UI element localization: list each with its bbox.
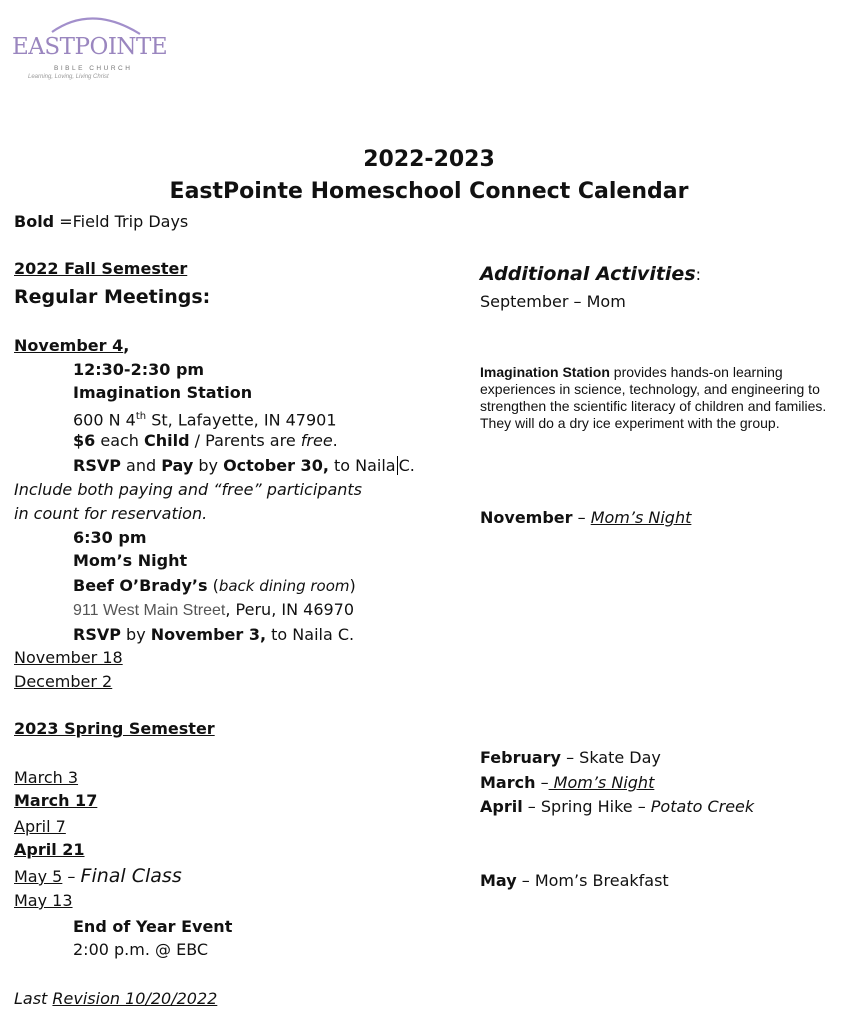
price-free: free <box>300 431 333 450</box>
may-event: – Mom’s Breakfast <box>516 871 669 890</box>
end-of-year-time: 2:00 p.m. @ EBC <box>73 940 209 959</box>
may-month: May <box>480 871 517 890</box>
imagination-station-description <box>480 364 850 432</box>
date-may5 <box>14 866 182 887</box>
revision-date: Revision 10/20/2022 <box>52 989 218 1008</box>
april-activity <box>480 797 754 817</box>
legend <box>14 212 188 232</box>
nov4-place: Imagination Station <box>73 383 253 402</box>
rsvp-deadline: November 3, <box>150 625 267 644</box>
apr-place: Potato Creek <box>650 797 755 816</box>
moms-night-time: 6:30 pm <box>73 528 147 547</box>
last-revision <box>14 989 217 1009</box>
document-year-title: 2022-2023 <box>363 147 495 172</box>
nov4-price <box>73 431 338 451</box>
nov4-rsvp <box>73 456 415 476</box>
mar-event: Mom’s Night <box>548 773 655 792</box>
nov4-time: 12:30-2:30 pm <box>73 360 205 379</box>
nov4-date-text: November 4 <box>14 336 124 355</box>
paren-open: ( <box>207 576 219 595</box>
price: $6 <box>73 431 96 450</box>
logo-tagline: Learning, Loving, Living Christ <box>28 74 109 80</box>
feb-month: February <box>480 748 561 767</box>
rsvp-and: and <box>120 456 162 475</box>
date-apr7: April 7 <box>14 817 66 836</box>
city-state: , Peru, IN 46970 <box>225 600 355 619</box>
date-apr21: April 21 <box>14 840 85 859</box>
moms-night-place <box>73 576 356 596</box>
address-superscript: th <box>135 411 147 422</box>
legend-text: =Field Trip Days <box>54 212 189 231</box>
apr-month: April <box>480 797 523 816</box>
november-activity <box>480 508 691 528</box>
paren-close: ) <box>349 576 356 595</box>
nov-dash: – <box>572 508 591 527</box>
fall-semester-heading: 2022 Fall Semester <box>14 259 188 278</box>
nov4-date <box>14 336 129 356</box>
nov-month: November <box>480 508 573 527</box>
regular-meetings-heading: Regular Meetings: <box>14 286 211 308</box>
may5-dash: – <box>62 867 81 886</box>
may5-date: May 5 <box>14 867 63 886</box>
additional-heading-colon: : <box>695 265 702 284</box>
moms-night-address <box>73 600 354 621</box>
may5-final-class: Final Class <box>80 865 182 887</box>
rsvp-to: to Naila <box>328 456 396 475</box>
address-rest: St, Lafayette, IN 47901 <box>146 410 337 430</box>
date-mar17: March 17 <box>14 791 98 810</box>
price-parents: / Parents are <box>189 431 301 450</box>
address-number: 600 N 4 <box>73 410 136 430</box>
rsvp-word: RSVP <box>73 625 121 644</box>
price-child: Child <box>144 431 190 450</box>
rsvp-by: by <box>120 625 151 644</box>
feb-event: – Skate Day <box>560 748 661 767</box>
spring-semester-heading: 2023 Spring Semester <box>14 719 215 738</box>
march-activity <box>480 773 654 793</box>
imagination-station-name: Imagination Station <box>480 364 610 380</box>
nov4-note-line1: Include both paying and “free” participants <box>14 480 362 499</box>
date-dec2: December 2 <box>14 672 113 691</box>
restaurant-name: Beef O’Brady’s <box>73 576 208 595</box>
street-address: 911 West Main Street <box>73 602 226 619</box>
apr-event: – Spring Hike – <box>522 797 651 816</box>
mar-month: March <box>480 773 536 792</box>
nov4-comma: , <box>123 336 130 355</box>
rsvp-to: to Naila C. <box>266 625 355 644</box>
nov-event: Mom’s Night <box>590 508 692 527</box>
rsvp-by: by <box>193 456 224 475</box>
date-nov18: November 18 <box>14 648 123 667</box>
mar-dash: – <box>535 773 549 792</box>
may-activity <box>480 871 669 891</box>
additional-heading-text: Additional Activities <box>480 263 696 285</box>
nov4-address <box>73 407 337 430</box>
legend-bold-word: Bold <box>14 212 55 231</box>
nov4-note-line2: in count for reservation. <box>14 504 208 523</box>
rsvp-to-tail: C. <box>398 456 415 475</box>
moms-night-title: Mom’s Night <box>73 551 188 570</box>
logo-subtitle: BIBLE CHURCH <box>54 65 133 72</box>
document-title: EastPointe Homeschool Connect Calendar <box>169 179 689 204</box>
restaurant-room: back dining room <box>218 577 350 595</box>
february-activity <box>480 748 661 768</box>
date-may13: May 13 <box>14 891 73 910</box>
date-mar3: March 3 <box>14 768 79 787</box>
pay-word: Pay <box>161 456 194 475</box>
revision-prefix: Last <box>14 989 53 1008</box>
logo-name: EASTPOINTE <box>12 34 168 60</box>
end-of-year-title: End of Year Event <box>73 917 233 936</box>
text-cursor <box>397 456 398 475</box>
rsvp-deadline: October 30, <box>223 456 329 475</box>
september-activity: September – Mom <box>480 292 626 311</box>
moms-night-rsvp <box>73 625 354 645</box>
additional-activities-heading <box>480 262 701 287</box>
price-each: each <box>95 431 145 450</box>
imagination-station-text: provides hands-on learning experiences in science, technology, and engineering to strengthen the scientific literacy of children and families. They will do a dry ice experiment with the group. <box>480 364 827 431</box>
price-period: . <box>332 431 338 450</box>
church-logo <box>12 8 168 86</box>
rsvp-word: RSVP <box>73 456 121 475</box>
